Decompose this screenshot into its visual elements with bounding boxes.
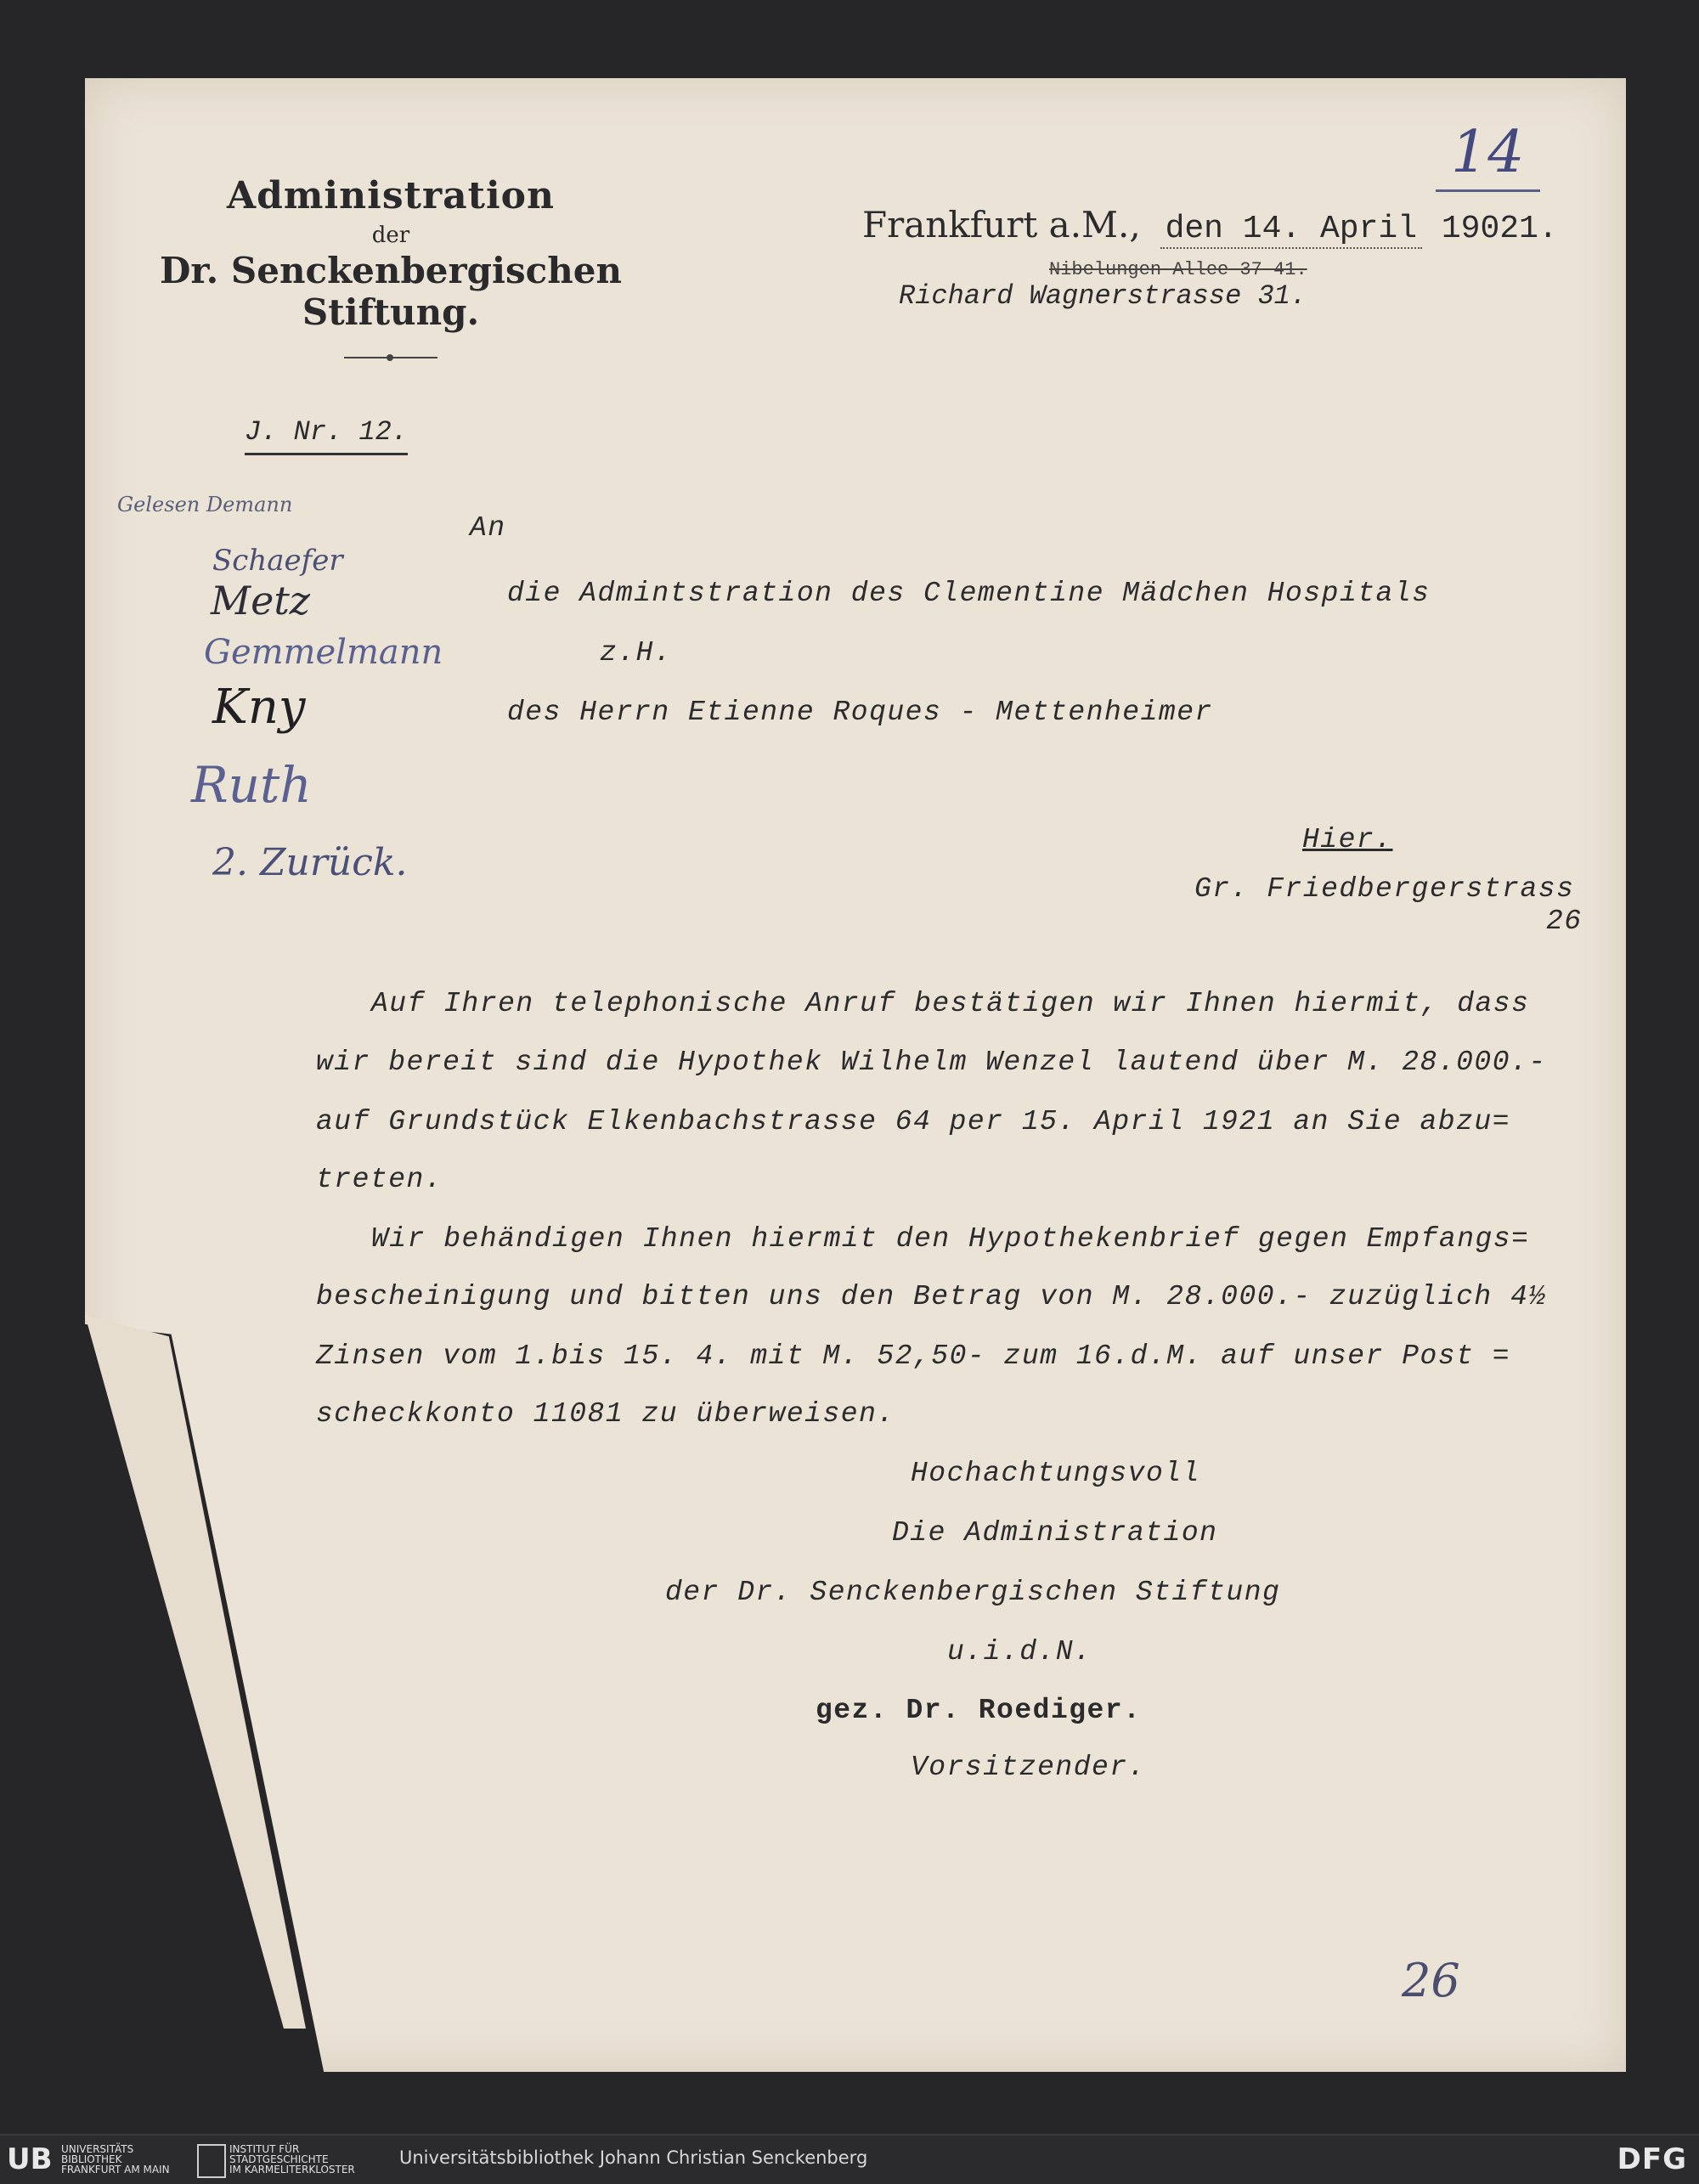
recipient-street: Gr. Friedbergerstrass (1194, 873, 1575, 905)
sender-address: Richard Wagnerstrasse 31. (899, 280, 1307, 312)
closing-line: Die Administration (892, 1517, 1218, 1549)
body-line: Wir behändigen Ihnen hiermit den Hypothekenbrief gegen Empfangs= (371, 1223, 1530, 1255)
salutation: An (470, 512, 506, 544)
dfg-logo: DFG (1617, 2142, 1687, 2176)
recipient-line: die Admintstration des Clementine Mädchen Hospitals (507, 578, 1431, 609)
handwritten-signature: Ruth (191, 756, 312, 814)
body-line: treten. (316, 1164, 443, 1195)
closing-greeting: Hochachtungsvoll (911, 1458, 1200, 1489)
letterhead-ornament (344, 357, 437, 358)
handwritten-note: Gelesen Demann (117, 493, 293, 516)
institute-logo-icon (197, 2144, 226, 2178)
body-line: Auf Ihren telephonische Anruf bestätigen wir Ihnen hiermit, dass (371, 988, 1530, 1019)
letterhead-title: Administration (226, 174, 556, 217)
city: Frankfurt a.M., (862, 204, 1141, 245)
handwritten-signature: Kny (212, 680, 306, 735)
letterhead-der: der (371, 223, 410, 248)
body-line: Zinsen vom 1.bis 15. 4. mit M. 52,50- zum 16.d.M. auf unser Post = (316, 1340, 1511, 1372)
page-number: 14 (1436, 119, 1540, 192)
library-name: Universitätsbibliothek Johann Christian Senckenberg (399, 2147, 868, 2168)
recipient-hier: Hier. (1302, 824, 1393, 855)
handwritten-signature: Schaefer (212, 544, 343, 578)
ub-logo: UB (7, 2142, 53, 2176)
recipient-line: des Herrn Etienne Roques - Mettenheimer (507, 697, 1213, 728)
footer-bar (0, 2134, 1699, 2184)
recipient-street-number: 26 (1546, 906, 1583, 937)
date: den 14. April (1160, 211, 1422, 249)
letterhead (140, 174, 641, 358)
place-date (862, 204, 1558, 247)
handwritten-signature: 2. Zurück. (212, 841, 408, 884)
body-line: scheckkonto 11081 zu überweisen. (316, 1398, 895, 1430)
old-address-struck: Nibelungen-Allee 37-41. (1049, 259, 1307, 280)
handwritten-signature: Gemmelmann (204, 633, 443, 672)
closing-line: u.i.d.N. (947, 1636, 1092, 1668)
body-line: bescheinigung und bitten uns den Betrag von M. 28.000.- zuzüglich 4½ (316, 1281, 1547, 1312)
institute-logo-text: INSTITUT FÜR STADTGESCHICHTE IM KARMELITERKLOSTER (229, 2143, 355, 2176)
year: 19021. (1441, 211, 1558, 247)
body-line: auf Grundstück Elkenbachstrasse 64 per 15. April 1921 an Sie abzu= (316, 1106, 1511, 1137)
handwritten-signature: Metz (211, 578, 311, 624)
closing-title: Vorsitzender. (911, 1752, 1146, 1783)
journal-number: J. Nr. 12. (245, 416, 408, 455)
closing-signature: gez. Dr. Roediger. (816, 1695, 1142, 1726)
body-line: wir bereit sind die Hypothek Wilhelm Wenzel lautend über M. 28.000.- (316, 1047, 1547, 1078)
recipient-line: z.H. (600, 637, 673, 669)
ub-logo-text: UNIVERSITÄTS BIBLIOTHEK FRANKFURT AM MAIN (61, 2143, 170, 2176)
handwritten-page-number: 26 (1402, 1954, 1460, 2007)
closing-line: der Dr. Senckenbergischen Stiftung (665, 1577, 1281, 1608)
letterhead-name: Dr. Senckenbergischen Stiftung. (159, 250, 622, 333)
